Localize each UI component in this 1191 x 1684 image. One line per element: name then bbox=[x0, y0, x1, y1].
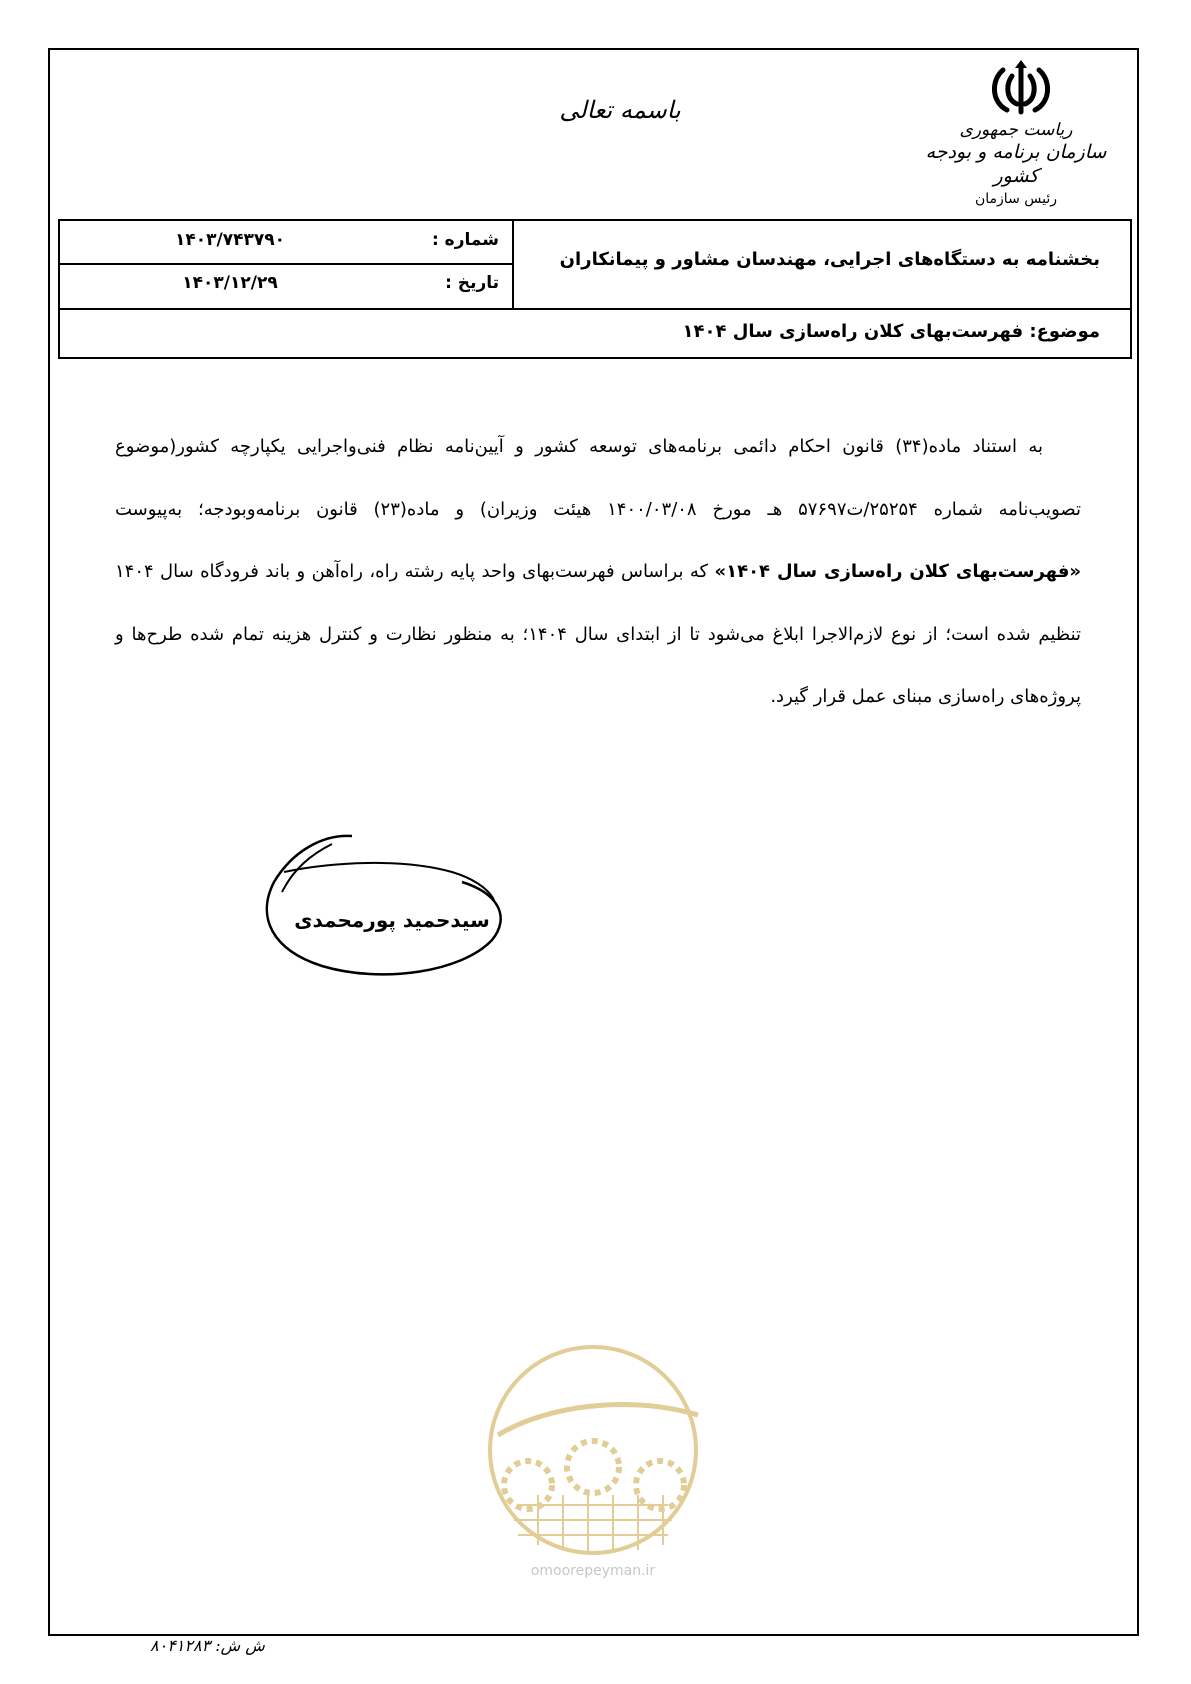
iran-emblem-icon bbox=[981, 58, 1061, 128]
org-name: سازمان برنامه و بودجه کشور bbox=[925, 141, 1107, 187]
letter-body bbox=[115, 416, 1081, 729]
attachment-title: «فهرست‌بهای کلان راه‌سازی سال ۱۴۰۴» bbox=[714, 561, 1081, 582]
watermark bbox=[478, 1345, 708, 1585]
letter-header-box bbox=[58, 219, 1132, 359]
organization-block bbox=[906, 120, 1126, 210]
number-label: شماره : bbox=[431, 230, 499, 250]
tracking-number: ش ش: ۸۰۴۱۲۸۳ bbox=[150, 1636, 265, 1655]
signature-block bbox=[262, 832, 518, 982]
basmala: باسمه تعالی bbox=[559, 96, 681, 124]
recipients: بخشنامه به دستگاه‌های اجرایی، مهندسان مشاور و پیمانکاران bbox=[559, 249, 1100, 270]
date-label: تاریخ : bbox=[445, 273, 499, 293]
org-presidency: ریاست جمهوری bbox=[959, 120, 1073, 140]
signature-scribble-icon bbox=[262, 832, 518, 982]
letter-number: ۱۴۰۳/۷۴۳۷۹۰ bbox=[175, 230, 285, 250]
letter-date: ۱۴۰۳/۱۲/۲۹ bbox=[182, 273, 278, 293]
body-paragraph: به استناد ماده(۳۴) قانون احکام دائمی برنامه‌های توسعه کشور و آیین‌نامه نظام فنی‌واجرایی یکپارچه کشور(موضوع تصویب‌نامه شماره ۲۵۲۵۴/ت۵۷۶۹۷ هـ مورخ ۱۴۰۰/۰۳/۰۸ هیئت وزیران) و ماده(۲۳) قانون برنامه‌وبودجه؛ به‌پیوست «فهرست‌بهای کلان راه‌سازی سال ۱۴۰۴» که براساس فهرست‌بهای واحد پایه رشته راه، راه‌آهن و باند فرودگاه سال ۱۴۰۴ تنظیم شده است؛ از نوع لازم‌الاجرا ابلاغ می‌شود تا از ابتدای سال ۱۴۰۴؛ به منظور نظارت و کنترل هزینه تمام شده طرح‌ها و پروژه‌های راه‌سازی مبنای عمل قرار گیرد. bbox=[115, 436, 1082, 707]
watermark-site: omoorepeyman.ir bbox=[530, 1563, 656, 1579]
org-position: رئیس سازمان bbox=[975, 191, 1057, 207]
divider bbox=[60, 308, 1130, 310]
watermark-logo-icon bbox=[478, 1345, 708, 1560]
signatory-name: سیدحمید پورمحمدی bbox=[294, 908, 490, 932]
divider bbox=[60, 263, 514, 265]
subject: موضوع: فهرست‌بهای کلان راه‌سازی سال ۱۴۰۴ bbox=[682, 321, 1100, 342]
